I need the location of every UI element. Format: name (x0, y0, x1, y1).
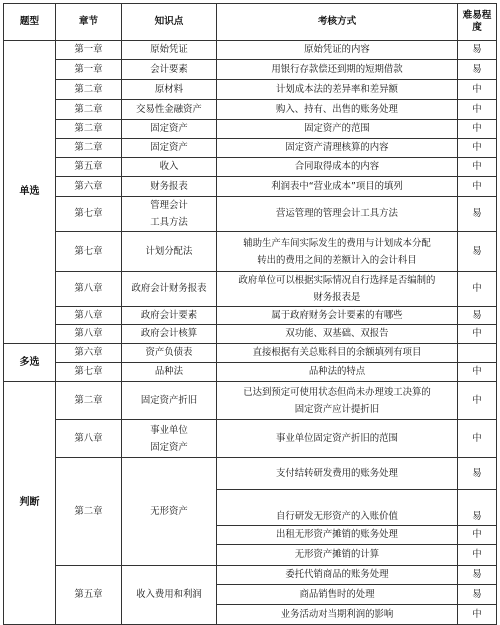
method-cell: 业务活动对当期利润的影响 (217, 605, 458, 625)
header-chapter: 章节 (56, 4, 122, 41)
header-difficulty: 难易程 度 (458, 4, 497, 41)
point-cell: 计划分配法 (122, 232, 217, 272)
difficulty-cell: 中 (458, 80, 497, 100)
header-method: 考核方式 (217, 4, 458, 41)
method-cell: 已达到预定可使用状态但尚未办理竣工决算的 固定资产应计提折旧 (217, 382, 458, 420)
point-cell: 收入费用和利润 (122, 566, 217, 625)
difficulty-cell: 中 (458, 177, 497, 197)
table-row (4, 344, 497, 363)
method-cell: 支付结转研发费用的账务处理 (217, 458, 458, 490)
difficulty-cell: 易 (458, 232, 497, 272)
method-cell: 属于政府财务会计要素的有哪些 (217, 307, 458, 325)
table-row (4, 363, 497, 382)
chapter-cell: 第七章 (56, 197, 122, 232)
chapter-cell: 第八章 (56, 272, 122, 307)
header-type: 题型 (4, 4, 56, 41)
table-row (4, 158, 497, 177)
table-row (4, 566, 497, 585)
point-cell: 政府会计财务报表 (122, 272, 217, 307)
method-cell: 事业单位固定资产折旧的范围 (217, 420, 458, 458)
point-cell: 政府会计要素 (122, 307, 217, 325)
method-cell: 合同取得成本的内容 (217, 158, 458, 177)
chapter-cell: 第一章 (56, 60, 122, 80)
chapter-cell: 第七章 (56, 232, 122, 272)
difficulty-cell: 中 (458, 545, 497, 566)
header-row (4, 4, 497, 41)
chapter-cell: 第二章 (56, 382, 122, 420)
table-row (4, 420, 497, 458)
difficulty-cell: 中 (458, 382, 497, 420)
table-row (4, 120, 497, 139)
difficulty-cell: 易 (458, 566, 497, 585)
table-row (4, 41, 497, 60)
method-cell: 自行研发无形资产的入账价值 (217, 490, 458, 526)
point-cell: 财务报表 (122, 177, 217, 197)
method-cell: 出租无形资产摊销的账务处理 (217, 526, 458, 545)
table-row (4, 197, 497, 232)
difficulty-cell: 易 (458, 585, 497, 605)
table-row (4, 100, 497, 120)
method-cell: 原始凭证的内容 (217, 41, 458, 60)
chapter-cell: 第八章 (56, 307, 122, 325)
method-cell: 无形资产摊销的计算 (217, 545, 458, 566)
knowledge-table (3, 3, 497, 625)
point-cell: 资产负债表 (122, 344, 217, 363)
type-cell-single: 单选 (4, 41, 56, 344)
difficulty-cell: 中 (458, 120, 497, 139)
difficulty-cell: 中 (458, 420, 497, 458)
point-cell: 收入 (122, 158, 217, 177)
method-cell: 辅助生产车间实际发生的费用与计划成本分配 转出的费用之间的差额计入的会计科目 (217, 232, 458, 272)
point-cell: 无形资产 (122, 458, 217, 566)
point-cell: 原始凭证 (122, 41, 217, 60)
difficulty-cell: 易 (458, 307, 497, 325)
point-cell: 固定资产 (122, 120, 217, 139)
method-cell: 品种法的特点 (217, 363, 458, 382)
method-cell: 购入、持有、出售的账务处理 (217, 100, 458, 120)
table-row (4, 232, 497, 272)
chapter-cell: 第二章 (56, 139, 122, 158)
table-row (4, 177, 497, 197)
difficulty-cell: 易 (458, 41, 497, 60)
chapter-cell: 第八章 (56, 325, 122, 344)
method-cell: 利润表中“营业成本”项目的填列 (217, 177, 458, 197)
chapter-cell: 第五章 (56, 566, 122, 625)
difficulty-cell: 易 (458, 60, 497, 80)
point-cell: 品种法 (122, 363, 217, 382)
chapter-cell: 第二章 (56, 100, 122, 120)
point-cell: 交易性金融资产 (122, 100, 217, 120)
chapter-cell: 第二章 (56, 120, 122, 139)
point-cell: 固定资产 (122, 139, 217, 158)
table-row (4, 272, 497, 307)
difficulty-cell: 中 (458, 158, 497, 177)
table-row (4, 458, 497, 490)
point-cell: 政府会计核算 (122, 325, 217, 344)
method-cell: 双功能、双基础、双报告 (217, 325, 458, 344)
chapter-cell: 第八章 (56, 420, 122, 458)
header-point: 知识点 (122, 4, 217, 41)
method-cell: 固定资产的范围 (217, 120, 458, 139)
difficulty-cell: 中 (458, 526, 497, 545)
point-cell: 固定资产折旧 (122, 382, 217, 420)
chapter-cell: 第二章 (56, 80, 122, 100)
method-cell: 委托代销商品的账务处理 (217, 566, 458, 585)
chapter-cell: 第七章 (56, 363, 122, 382)
table-row (4, 80, 497, 100)
table-row (4, 382, 497, 420)
table-row (4, 325, 497, 344)
table-row (4, 307, 497, 325)
method-cell: 商品销售时的处理 (217, 585, 458, 605)
method-cell: 用银行存款偿还到期的短期借款 (217, 60, 458, 80)
point-cell: 管理会计 工具方法 (122, 197, 217, 232)
difficulty-cell: 易 (458, 458, 497, 490)
difficulty-cell: 易 (458, 490, 497, 526)
difficulty-cell: 中 (458, 272, 497, 307)
type-cell-judge: 判断 (4, 382, 56, 625)
difficulty-cell: 中 (458, 605, 497, 625)
difficulty-cell: 中 (458, 139, 497, 158)
table-row (4, 139, 497, 158)
chapter-cell: 第六章 (56, 177, 122, 197)
difficulty-cell: 中 (458, 363, 497, 382)
difficulty-cell: 中 (458, 325, 497, 344)
type-cell-multi: 多选 (4, 344, 56, 382)
method-cell: 营运管理的管理会计工具方法 (217, 197, 458, 232)
method-cell: 直接根据有关总账科目的余额填列有项目 (217, 344, 458, 363)
method-cell: 计划成本法的差异率和差异额 (217, 80, 458, 100)
table-row (4, 60, 497, 80)
chapter-cell: 第二章 (56, 458, 122, 566)
chapter-cell: 第一章 (56, 41, 122, 60)
difficulty-cell (458, 344, 497, 363)
method-cell: 固定资产清理核算的内容 (217, 139, 458, 158)
difficulty-cell: 易 (458, 197, 497, 232)
point-cell: 原材料 (122, 80, 217, 100)
chapter-cell: 第六章 (56, 344, 122, 363)
point-cell: 会计要素 (122, 60, 217, 80)
point-cell: 事业单位 固定资产 (122, 420, 217, 458)
difficulty-cell: 中 (458, 100, 497, 120)
method-cell: 政府单位可以根据实际情况自行选择是否编制的 财务报表是 (217, 272, 458, 307)
chapter-cell: 第五章 (56, 158, 122, 177)
